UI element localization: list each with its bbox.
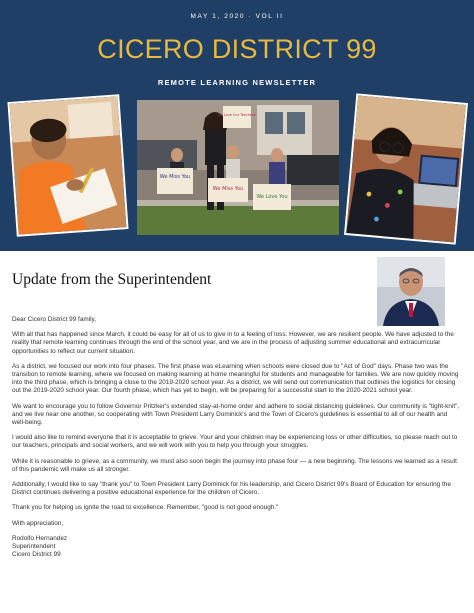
article-paragraph: While it is reasonable to grieve, as a community, we must also soon begin the journey into phase four — a new beginning. The lessons we learned as a result of this pandemic will make us all stronger.	[12, 457, 457, 473]
article-headline: Update from the Superintendent	[12, 271, 212, 288]
signature-role: Superintendent	[12, 543, 56, 551]
article-closing: With appreciation,	[12, 519, 64, 527]
sign-text-3: We Love You	[256, 194, 288, 200]
article-paragraph: We want to encourage you to follow Governor Pritzker's extended stay-at-home order and adhere to social distancing guidelines. Our community is "tight-knit", and we live near one another, so cooperating with Town President Larry Dominick's and the Town of Cicero's guidelines is essential to all of our health and well-being.	[12, 402, 460, 427]
photo-boy-writing	[7, 94, 128, 236]
dateline: MAY 1, 2020 · VOL II	[190, 13, 284, 20]
sign-text-1: We Miss You	[159, 174, 191, 180]
sign-text-0: We Love Our Teachers!	[217, 113, 257, 117]
article-paragraph: Additionally, I would like to say "thank you" to Town President Larry Dominick for his leadership, and Cicero District 99's Board of Education for ensuring the District continues delivering a positive educational experience for the children of Cicero.	[12, 481, 451, 497]
district-title: CICERO DISTRICT 99	[97, 34, 377, 64]
newsletter-banner	[0, 0, 474, 251]
article-body	[12, 316, 462, 559]
newsletter-subtitle: REMOTE LEARNING NEWSLETTER	[157, 78, 317, 87]
signature-org: Cicero District 99	[12, 551, 61, 559]
article-paragraph: Thank you for helping us ignite the road to excellence. Remember, "good is not good enough."	[12, 504, 279, 512]
article-greeting: Dear Cicero District 99 family,	[12, 316, 97, 323]
photo-family-signs	[137, 100, 339, 235]
article-paragraph: With all that has happened since March, it could be easy for all of us to give in to a feeling of loss. However, we are resilient people. We have adjusted to the reality that remote learning continues through the end of the school year, and we are in the process of adjusting summer educational and extracurricular opportunities to reflect our current situation.	[12, 331, 454, 355]
article-paragraph: As a district, we focused our work into four phases. The first phase was eLearning when schools were closed due to "Act of God" days. Phase two was the transition to remote learning, where we focused on making learning at home meaningful for students and manageable for families. We are now quickly moving into the third phase, which is bringing a close to the 2019-2020 school year. As a district, we will send out communication that outlines the logistics for closing out the 2019-2020 school year. Our fourth phase, which has yet to begin, will be preparing for a successful start to the 2020-2021 school year.	[12, 362, 459, 395]
sign-text-2: We Miss You	[212, 186, 244, 192]
photo-girl-laptop	[344, 93, 468, 244]
signature-name: Rodolfo Hernandez	[12, 534, 68, 542]
article-paragraph: I would also like to remind everyone that it is acceptable to grieve. Your and your children may be experiencing loss or other difficulties, so please reach out to our teachers, principals and social workers, and we will work with you to help you through your struggles.	[12, 434, 458, 450]
